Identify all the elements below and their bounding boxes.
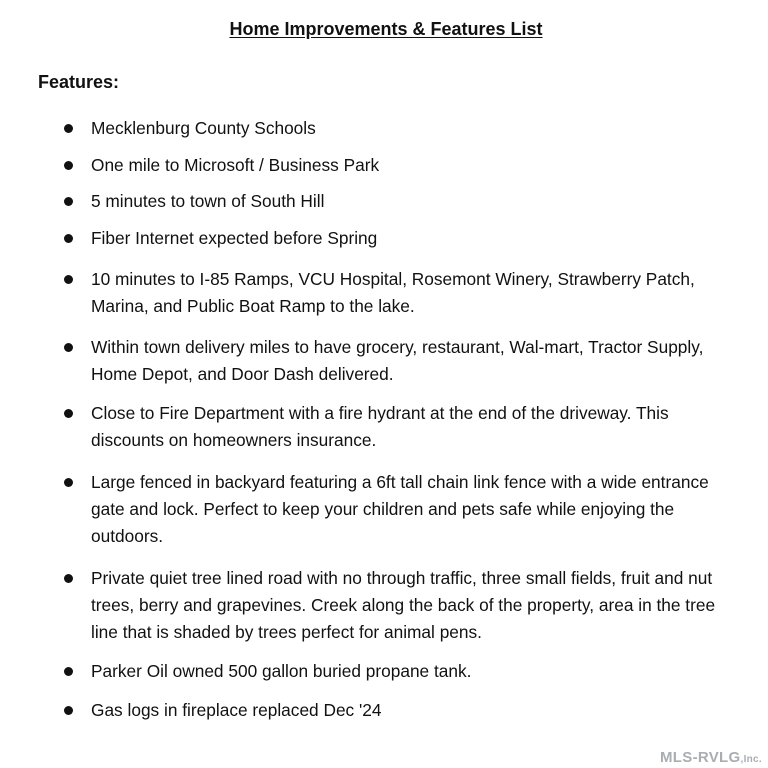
list-item-text: Gas logs in fireplace replaced Dec '24 — [91, 700, 382, 720]
document-title: Home Improvements & Features List — [229, 19, 543, 39]
list-item-text: Parker Oil owned 500 gallon buried propane tank. — [91, 661, 472, 681]
list-item-text: Mecklenburg County Schools — [91, 118, 316, 138]
bullet-icon — [64, 161, 73, 170]
list-item-text: Large fenced in backyard featuring a 6ft tall chain link fence with a wide entrance gate and lock. Perfect to keep your children and pets safe while enjoying the outdoors. — [91, 472, 709, 546]
list-item-text: Private quiet tree lined road with no through traffic, three small fields, fruit and nut trees, berry and grapevines. Creek along the back of the property, area in the tree line that is shaded by trees perfect for animal pens. — [91, 568, 716, 642]
bullet-icon — [64, 409, 73, 418]
list-item-text: Fiber Internet expected before Spring — [91, 228, 378, 248]
list-item-text: 10 minutes to I-85 Ramps, VCU Hospital, Rosemont Winery, Strawberry Patch, Marina, and Public Boat Ramp to the lake. — [91, 269, 695, 316]
bullet-icon — [64, 343, 73, 352]
bullet-icon — [64, 197, 73, 206]
watermark-suffix: ,Inc. — [740, 754, 762, 765]
bullet-icon — [64, 706, 73, 715]
features-heading: Features: — [38, 72, 120, 92]
bullet-icon — [64, 478, 73, 487]
watermark-logo — [660, 749, 762, 766]
watermark-text: MLS-RVLG — [660, 749, 741, 766]
list-item-text: Close to Fire Department with a fire hydrant at the end of the driveway. This discounts on homeowners insurance. — [91, 403, 669, 450]
list-item-text: One mile to Microsoft / Business Park — [91, 155, 380, 175]
bullet-icon — [64, 124, 73, 133]
bullet-icon — [64, 234, 73, 243]
list-item-text: 5 minutes to town of South Hill — [91, 191, 325, 211]
bullet-icon — [64, 667, 73, 676]
bullet-icon — [64, 275, 73, 284]
list-item-text: Within town delivery miles to have grocery, restaurant, Wal-mart, Tractor Supply, Home Depot, and Door Dash delivered. — [91, 337, 704, 384]
bullet-icon — [64, 574, 73, 583]
